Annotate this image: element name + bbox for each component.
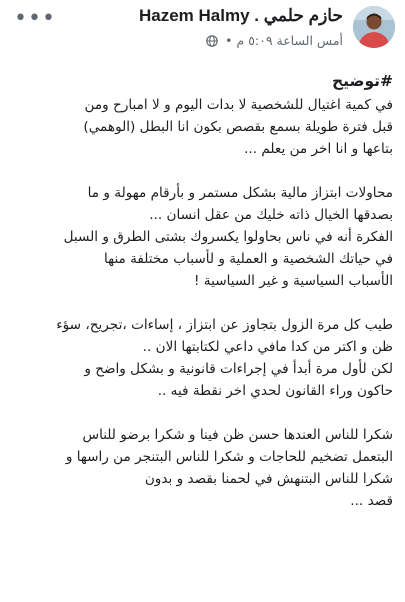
more-options-icon[interactable]: •••: [14, 6, 56, 31]
post-paragraph-2: محاولات ابتزاز مالية بشكل مستمر و بأرقام مهولة و ما بصدقها الخيال ذاته خليك من عقل انسان ... الفكرة أنه في ناس بحاولوا يكسروك بشتى الطرق و السبل في حياتك الشخصية و العملية و لأسباب مختلفة منها الأسباب السياسية و غير السياسية !: [63, 185, 393, 289]
post-timestamp[interactable]: أمس الساعة ٥:٠٩ م: [236, 33, 343, 48]
meta-separator: •: [225, 33, 233, 48]
post-paragraph-4: شكرا للناس العندها حسن ظن فينا و شكرا برضو للناس البتعمل تضخيم للحاجات و شكرا للناس البتنجر من راسها و شكرا للناس البتنهش في لحمنا بقصد و بدون قصد ...: [65, 427, 393, 509]
avatar-photo: [353, 6, 395, 48]
post-header: [0, 0, 405, 62]
globe-icon: [206, 35, 218, 47]
post-paragraph-3: طيب كل مرة الزول بتجاوز عن ابتزاز ، إساءات ،تجريح، سؤء ظن و اكتر من كدا مافي داعي لكتابتها الان .. لكن لأول مرة أبدأ في إجراءات قانونية و بشكل واضح و حاكون وراء القانون لحدي اخر نقطة فيه ..: [56, 317, 393, 399]
post-content: [10, 64, 393, 534]
post-meta: [206, 33, 343, 48]
post-paragraph-1: في كمية اغتيال للشخصية لا بدات اليوم و لا امبارح ومن قبل فترة طويلة بسمع بقصص بكون انا البطل (الوهمي) بتاعها و انا اخر من يعلم ...: [83, 97, 393, 157]
post-hashtag[interactable]: #توضيح: [331, 72, 393, 90]
author-name[interactable]: حازم حلمي . Hazem Halmy: [138, 6, 343, 25]
avatar[interactable]: [353, 6, 395, 48]
